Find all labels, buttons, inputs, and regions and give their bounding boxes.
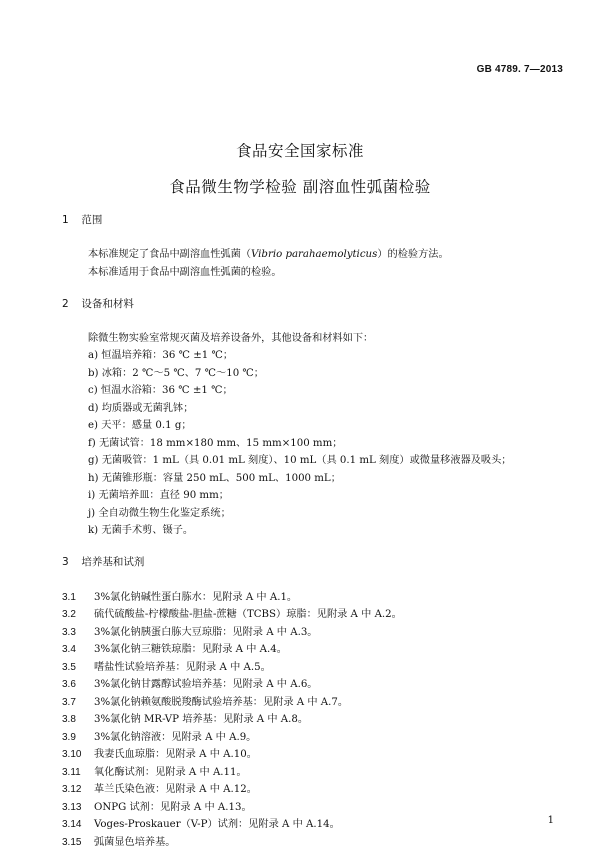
item-number: 3.1 bbox=[62, 592, 76, 603]
item-number: 3.3 bbox=[62, 627, 76, 638]
item-text: 3%氯化钠碱性蛋白胨水：见附录 A 中 A.1。 bbox=[94, 592, 298, 603]
list-item: d) 均质器或无菌乳钵； bbox=[88, 403, 194, 414]
item-text: Voges-Proskauer（V-P）试剂：见附录 A 中 A.14。 bbox=[94, 819, 340, 830]
section-number: 1 bbox=[62, 214, 69, 226]
item-text: 3%氯化钠甘露醇试验培养基：见附录 A 中 A.6。 bbox=[94, 679, 318, 690]
item-number: 3.8 bbox=[62, 714, 76, 725]
list-item: g) 无菌吸管：1 mL（具 0.01 mL 刻度）、10 mL（具 0.1 mL 刻度）或微量移液器及吸头； bbox=[88, 455, 512, 466]
list-item: h) 无菌锥形瓶：容量 250 mL、500 mL、1000 mL； bbox=[88, 473, 341, 484]
item-text: 3%氯化钠三糖铁琼脂：见附录 A 中 A.4。 bbox=[94, 644, 287, 655]
scope-text-prefix: 本标准规定了食品中副溶血性弧菌（ bbox=[88, 249, 251, 260]
item-text: 3%氯化钠胰蛋白胨大豆琼脂：见附录 A 中 A.3。 bbox=[94, 627, 318, 638]
item-text: 弧菌显色培养基。 bbox=[94, 837, 176, 848]
item-text: 硫代硫酸盐-柠檬酸盐-胆盐-蔗糖（TCBS）琼脂：见附录 A 中 A.2。 bbox=[94, 609, 402, 620]
item-text: 3%氯化钠赖氨酸脱羧酶试验培养基：见附录 A 中 A.7。 bbox=[94, 697, 349, 708]
item-text: 革兰氏染色液：见附录 A 中 A.12。 bbox=[94, 784, 257, 795]
item-number: 3.15 bbox=[62, 837, 82, 848]
section-heading-equipment bbox=[62, 296, 134, 311]
item-number: 3.9 bbox=[62, 732, 76, 743]
document-title: 食品安全国家标准 bbox=[235, 142, 364, 160]
item-number: 3.7 bbox=[62, 697, 76, 708]
list-item: c) 恒温水浴箱：36 ℃ ±1 ℃； bbox=[88, 385, 233, 396]
item-text: ONPG 试剂：见附录 A 中 A.13。 bbox=[94, 802, 252, 813]
equipment-intro: 除微生物实验室常规灭菌及培养设备外，其他设备和材料如下： bbox=[88, 333, 374, 344]
section-number: 3 bbox=[62, 556, 69, 568]
page-number: 1 bbox=[547, 815, 554, 826]
list-item: i) 无菌培养皿：直径 90 mm； bbox=[88, 490, 229, 501]
media-item bbox=[62, 658, 271, 673]
scope-text-suffix: ）的检验方法。 bbox=[377, 249, 449, 260]
media-item bbox=[62, 710, 308, 725]
scope-paragraph-1 bbox=[88, 245, 449, 260]
item-number: 3.10 bbox=[62, 749, 82, 760]
item-number: 3.14 bbox=[62, 819, 82, 830]
media-item bbox=[62, 763, 247, 778]
item-number: 3.5 bbox=[62, 662, 76, 673]
item-number: 3.11 bbox=[62, 767, 81, 778]
item-number: 3.4 bbox=[62, 644, 76, 655]
item-text: 3%氯化钠 MR-VP 培养基：见附录 A 中 A.8。 bbox=[94, 714, 309, 725]
section-title: 范围 bbox=[81, 214, 103, 226]
media-item bbox=[62, 640, 287, 655]
media-item bbox=[62, 780, 257, 795]
item-text: 氧化酶试剂：见附录 A 中 A.11。 bbox=[94, 767, 247, 778]
standard-code: GB 4789. 7—2013 bbox=[476, 64, 563, 75]
list-item: e) 天平：感量 0.1 g； bbox=[88, 420, 192, 431]
section-heading-scope bbox=[62, 212, 102, 227]
item-text: 我妻氏血琼脂：见附录 A 中 A.10。 bbox=[94, 749, 257, 760]
section-heading-media bbox=[62, 554, 144, 569]
item-number: 3.12 bbox=[62, 784, 82, 795]
media-item bbox=[62, 745, 257, 760]
species-name: Vibrio parahaemolyticus bbox=[251, 249, 378, 260]
document-subtitle: 食品微生物学检验 副溶血性弧菌检验 bbox=[169, 178, 431, 196]
item-number: 3.2 bbox=[62, 609, 76, 620]
media-item bbox=[62, 798, 252, 813]
item-text: 嗜盐性试验培养基：见附录 A 中 A.5。 bbox=[94, 662, 271, 673]
scope-paragraph-2: 本标准适用于食品中副溶血性弧菌的检验。 bbox=[88, 267, 282, 278]
media-item bbox=[62, 623, 318, 638]
list-item: b) 冰箱：2 ℃～5 ℃、7 ℃～10 ℃； bbox=[88, 368, 264, 379]
list-item: f) 无菌试管：18 mm×180 mm、15 mm×100 mm； bbox=[88, 438, 343, 449]
section-title: 培养基和试剂 bbox=[81, 556, 145, 568]
item-number: 3.13 bbox=[62, 802, 82, 813]
item-text: 3%氯化钠溶液：见附录 A 中 A.9。 bbox=[94, 732, 257, 743]
item-number: 3.6 bbox=[62, 679, 76, 690]
media-item bbox=[62, 588, 297, 603]
media-item bbox=[62, 728, 256, 743]
section-title: 设备和材料 bbox=[81, 298, 134, 310]
media-item bbox=[62, 675, 318, 690]
media-item bbox=[62, 605, 402, 620]
list-item: a) 恒温培养箱：36 ℃ ±1 ℃； bbox=[88, 350, 234, 361]
section-number: 2 bbox=[62, 298, 69, 310]
media-item bbox=[62, 693, 348, 708]
list-item: k) 无菌手术剪、镊子。 bbox=[88, 525, 194, 536]
media-item bbox=[62, 833, 176, 848]
media-item bbox=[62, 815, 340, 830]
list-item: j) 全自动微生物生化鉴定系统； bbox=[88, 508, 231, 519]
